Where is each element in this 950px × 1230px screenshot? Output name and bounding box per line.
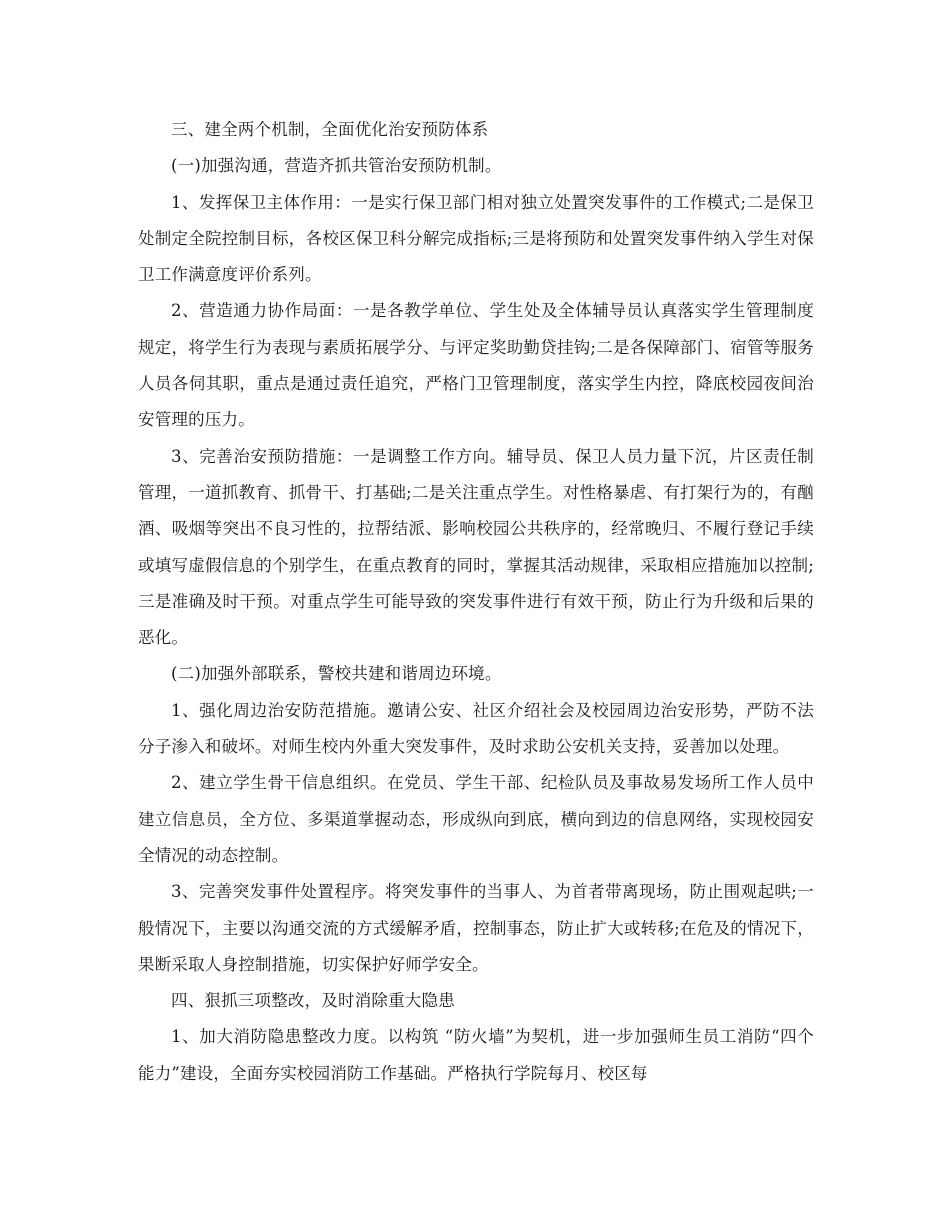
paragraph-emergency-procedure: 3、完善突发事件处置程序。将突发事件的当事人、为首者带离现场，防止围观起哄;一般情况下，主要以沟通交流的方式缓解矛盾，控制事态，防止扩大或转移;在危及的情况下，果断采取人身控制措施，切实保护好师学安全。 <box>138 882 814 974</box>
paragraph-cooperation: 2、营造通力协作局面：一是各教学单位、学生处及全体辅导员认真落实学生管理制度规定，将学生行为表现与素质拓展学分、与评定奖助勤贷挂钩;二是各保障部门、宿管等服务人员各伺其职，重点是通过责任追究，严格门卫管理制度，落实学生内控，降底校园夜间治安管理的压力。 <box>138 301 814 430</box>
document-body <box>138 112 814 1092</box>
subsection-heading-2: (二)加强外部联系，警校共建和谐周边环境。 <box>171 664 502 684</box>
paragraph-info-network: 2、建立学生骨干信息组织。在党员、学生干部、纪检队员及事故易发场所工作人员中建立信息员，全方位、多渠道掌握动态，形成纵向到底，横向到边的信息网络，实现校园安全情况的动态控制。 <box>138 773 814 865</box>
paragraph-fire-safety: 1、加大消防隐患整改力度。以构筑 “防火墙”为契机，进一步加强师生员工消防“四个能力”建设，全面夯实校园消防工作基础。严格执行学院每月、校区每 <box>138 1027 814 1083</box>
paragraph-prevention-measures: 3、完善治安预防措施：一是调整工作方向。辅导员、保卫人员力量下沉，片区责任制管理，一道抓教育、抓骨干、打基础;二是关注重点学生。对性格暴虐、有打架行为的，有酗酒、吸烟等突出不良习性的，拉帮结派、影响校园公共秩序的，经常晚归、不履行登记手续或填写虚假信息的个别学生，在重点教育的同时，掌握其活动规律，采取相应措施加以控制;三是准确及时干预。对重点学生可能导致的突发事件进行有效干预，防止行为升级和后果的恶化。 <box>138 446 814 648</box>
subsection-heading-1: (一)加强沟通，营造齐抓共管治安预防机制。 <box>171 156 502 176</box>
section-heading-4: 四、狠抓三项整改，及时消除重大隐患 <box>171 991 455 1011</box>
paragraph-security-role: 1、发挥保卫主体作用：一是实行保卫部门相对独立处置突发事件的工作模式;二是保卫处制定全院控制目标，各校区保卫科分解完成指标;三是将预防和处置突发事件纳入学生对保卫工作满意度评价系列。 <box>138 192 814 285</box>
paragraph-surroundings: 1、强化周边治安防范措施。邀请公安、社区介绍社会及校园周边治安形势，严防不法分子渗入和破坏。对师生校内外重大突发事件，及时求助公安机关支持，妥善加以处理。 <box>138 700 814 757</box>
section-heading-3: 三、建全两个机制，全面优化治安预防体系 <box>171 120 489 139</box>
